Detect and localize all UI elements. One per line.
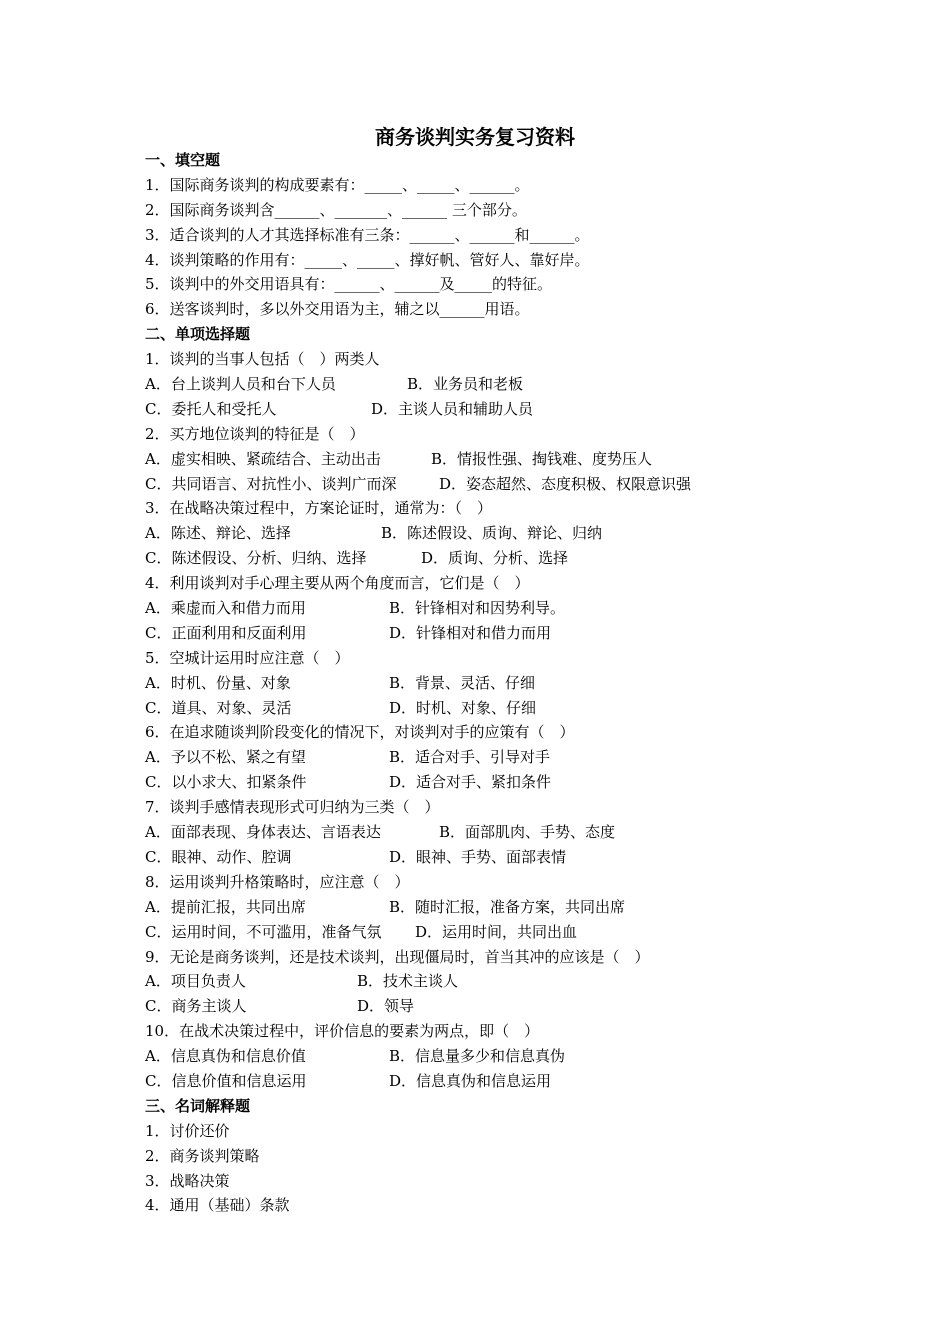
option-a: A．陈述、辩论、选择 xyxy=(145,524,291,543)
question-text: 6．在追求随谈判阶段变化的情况下，对谈判对手的应策有（ ） xyxy=(145,723,575,742)
option-a: A．时机、份量、对象 xyxy=(145,673,291,692)
option-c: C．眼神、动作、腔调 xyxy=(145,847,292,866)
option-row xyxy=(145,546,845,571)
option-a: A．台上谈判人员和台下人员 xyxy=(145,375,336,394)
question-text: 7．谈判手感情表现形式可归纳为三类（ ） xyxy=(145,798,440,817)
option-c: C．共同语言、对抗性小、谈判广而深 xyxy=(145,474,397,493)
term-item: 4．通用（基础）条款 xyxy=(145,1196,290,1215)
option-d: D．主谈人员和辅助人员 xyxy=(371,399,534,418)
option-c: C．以小求大、扣紧条件 xyxy=(145,773,307,792)
option-row xyxy=(145,521,845,546)
section-heading-fill: 一、填空题 xyxy=(145,151,221,169)
option-d: D．质询、分析、选择 xyxy=(421,549,569,568)
option-row xyxy=(145,621,845,646)
option-a: A．面部表现、身体表达、言语表达 xyxy=(145,823,381,842)
option-c: C．道具、对象、灵活 xyxy=(145,698,292,717)
term-item: 1．讨价还价 xyxy=(145,1121,230,1140)
option-row xyxy=(145,1044,845,1069)
option-row xyxy=(145,472,845,497)
option-row xyxy=(145,372,845,397)
option-d: D．适合对手、紧扣条件 xyxy=(389,773,552,792)
option-a: A．予以不松、紧之有望 xyxy=(145,748,306,767)
fill-item: 4．谈判策略的作用有：_____、_____、撑好帆、管好人、靠好岸。 xyxy=(145,250,590,269)
option-row xyxy=(145,1069,845,1094)
option-b: B．面部肌肉、手势、态度 xyxy=(439,823,616,842)
option-row xyxy=(145,696,845,721)
option-a: A．项目负责人 xyxy=(145,972,246,991)
fill-item: 3．适合谈判的人才其选择标准有三条：______、______和______。 xyxy=(145,225,590,244)
option-c: C．正面利用和反面利用 xyxy=(145,623,307,642)
fill-item: 5．谈判中的外交用语具有：______、______及_____的特征。 xyxy=(145,275,553,294)
option-b: B．业务员和老板 xyxy=(407,375,524,394)
option-row xyxy=(145,820,845,845)
option-c: C．商务主谈人 xyxy=(145,997,247,1016)
fill-item: 2．国际商务谈判含______、_______、______ 三个部分。 xyxy=(145,200,527,219)
option-d: D．时机、对象、仔细 xyxy=(389,698,537,717)
section-heading-terms: 三、名词解释题 xyxy=(145,1096,251,1115)
option-c: C．信息价值和信息运用 xyxy=(145,1071,307,1090)
question-text: 1．谈判的当事人包括（ ）两类人 xyxy=(145,350,380,369)
question-text: 2．买方地位谈判的特征是（ ） xyxy=(145,424,365,443)
option-row xyxy=(145,920,845,945)
option-b: B．随时汇报，准备方案，共同出席 xyxy=(389,897,626,916)
option-c: C．陈述假设、分析、归纳、选择 xyxy=(145,549,367,568)
option-d: D．针锋相对和借力而用 xyxy=(389,623,552,642)
term-item: 2．商务谈判策略 xyxy=(145,1146,260,1165)
option-b: B．信息量多少和信息真伪 xyxy=(389,1047,566,1066)
section-heading-choice: 二、单项选择题 xyxy=(145,325,251,344)
question-text: 10．在战术决策过程中，评价信息的要素为两点，即（ ） xyxy=(145,1022,540,1041)
option-d: D．眼神、手势、面部表情 xyxy=(389,847,567,866)
option-b: B．陈述假设、质询、辩论、归纳 xyxy=(381,524,603,543)
option-d: D．运用时间，共同出血 xyxy=(415,922,578,941)
option-a: A．信息真伪和信息价值 xyxy=(145,1047,306,1066)
option-row xyxy=(145,596,845,621)
option-row xyxy=(145,994,845,1019)
question-text: 3．在战略决策过程中，方案论证时，通常为：（ ） xyxy=(145,499,493,518)
question-text: 5．空城计运用时应注意（ ） xyxy=(145,648,350,667)
option-c: C．委托人和受托人 xyxy=(145,399,277,418)
option-row xyxy=(145,770,845,795)
option-a: A．提前汇报，共同出席 xyxy=(145,897,306,916)
option-a: A．虚实相映、紧疏结合、主动出击 xyxy=(145,449,381,468)
option-b: B．适合对手、引导对手 xyxy=(389,748,551,767)
option-b: B．情报性强、掏钱难、度势压人 xyxy=(431,449,653,468)
option-row xyxy=(145,671,845,696)
option-d: D．领导 xyxy=(357,997,415,1016)
document-body xyxy=(145,148,845,1218)
question-text: 8．运用谈判升格策略时，应注意（ ） xyxy=(145,872,410,891)
option-row xyxy=(145,845,845,870)
option-b: B．技术主谈人 xyxy=(357,972,459,991)
option-row xyxy=(145,969,845,994)
option-row xyxy=(145,447,845,472)
question-text: 4．利用谈判对手心理主要从两个角度而言，它们是（ ） xyxy=(145,574,530,593)
term-item: 3．战略决策 xyxy=(145,1171,230,1190)
fill-item: 1．国际商务谈判的构成要素有：_____、_____、______。 xyxy=(145,175,530,194)
question-text: 9．无论是商务谈判，还是技术谈判，出现僵局时，首当其冲的应该是（ ） xyxy=(145,947,650,966)
option-c: C．运用时间，不可滥用，准备气氛 xyxy=(145,922,382,941)
option-b: B．背景、灵活、仔细 xyxy=(389,673,536,692)
page-title: 商务谈判实务复习资料 xyxy=(375,125,575,149)
option-b: B．针锋相对和因势利导。 xyxy=(389,599,566,618)
fill-item: 6．送客谈判时，多以外交用语为主，辅之以______用语。 xyxy=(145,300,530,319)
option-a: A．乘虚而入和借力而用 xyxy=(145,599,306,618)
option-d: D．姿态超然、态度积极、权限意识强 xyxy=(439,474,692,493)
option-row xyxy=(145,895,845,920)
option-row xyxy=(145,397,845,422)
option-d: D．信息真伪和信息运用 xyxy=(389,1071,552,1090)
option-row xyxy=(145,745,845,770)
